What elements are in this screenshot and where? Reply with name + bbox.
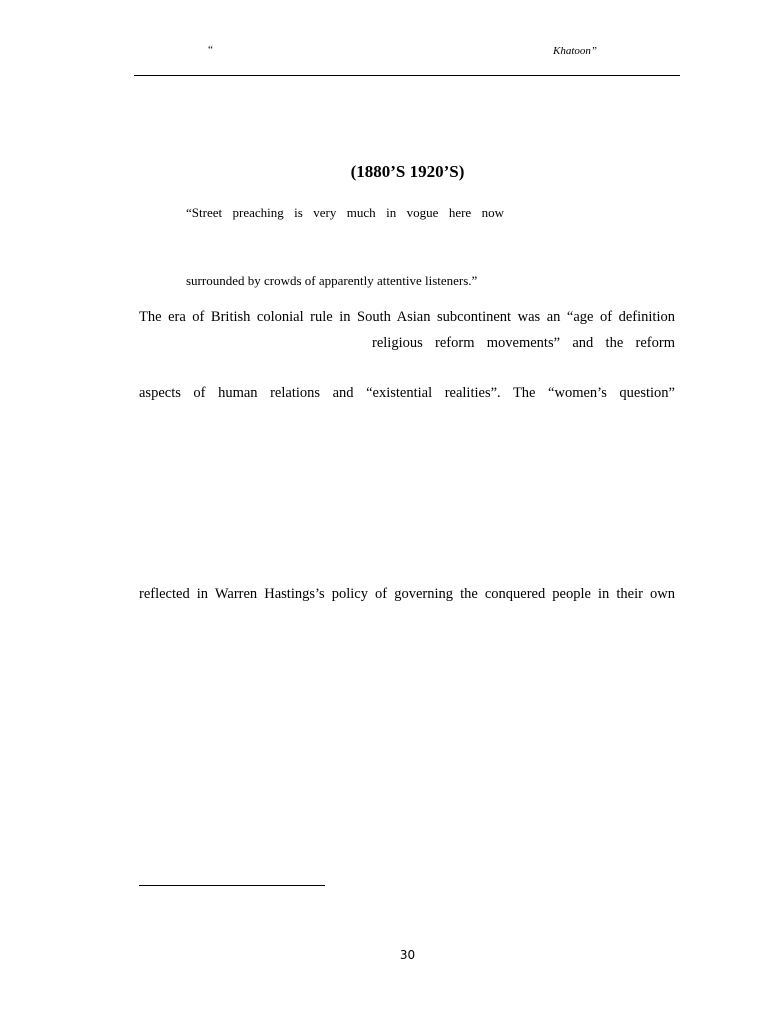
header-rule: [134, 75, 680, 76]
body-line-3: aspects of human relations and “existential realities”. The “women’s question”: [139, 385, 675, 401]
page-number: 30: [399, 948, 416, 962]
page-title: (1880’S 1920’S): [350, 162, 465, 181]
epigraph-line-2: surrounded by crowds of apparently attentive listeners.”: [186, 273, 478, 288]
body-line-4: reflected in Warren Hastings’s policy of governing the conquered people in their own: [139, 586, 675, 602]
body-line-2: religious reform movements” and the reform: [372, 335, 675, 351]
footnote-rule: [139, 885, 325, 886]
epigraph-line-1: “Street preaching is very much in vogue here now: [186, 205, 504, 220]
running-title: Khatoon”: [553, 45, 598, 57]
header-left-mark: “: [208, 44, 213, 56]
body-line-1: The era of British colonial rule in South Asian subcontinent was an “age of definition: [139, 309, 675, 325]
